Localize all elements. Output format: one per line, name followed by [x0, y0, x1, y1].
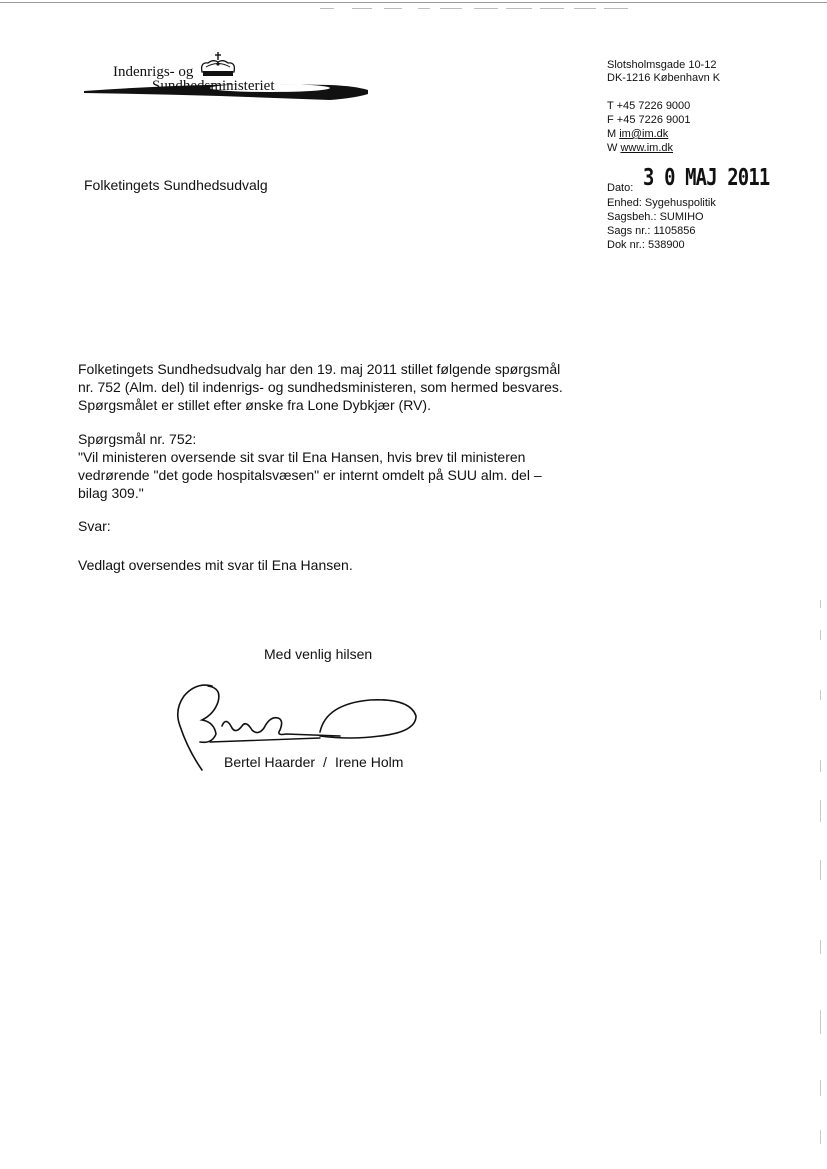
scan-dash	[540, 8, 564, 9]
scan-dash	[320, 8, 334, 9]
address-line1: Slotsholmsgade 10-12	[607, 59, 717, 71]
scan-edge-mark	[820, 630, 821, 640]
crown-icon	[202, 52, 235, 76]
scan-dash	[384, 8, 402, 9]
date-label: Dato:	[607, 182, 634, 194]
unit: Enhed: Sygehuspolitik	[607, 197, 716, 209]
email-link[interactable]: im@im.dk	[619, 128, 669, 140]
signers	[224, 754, 403, 770]
question-line: vedrørende "det gode hospitalsvæsen" er internt omdelt på SUU alm. del –	[78, 467, 542, 483]
scan-dash	[604, 8, 628, 9]
closing-greeting: Med venlig hilsen	[264, 646, 373, 662]
question-heading: Spørgsmål nr. 752:	[78, 431, 197, 447]
intro-paragraph	[78, 360, 578, 414]
email-prefix: M	[607, 128, 617, 140]
scan-dash	[352, 8, 372, 9]
phone-number: T +45 7226 9000	[607, 100, 691, 112]
question-text	[78, 448, 578, 502]
signer-name-2: Irene Holm	[334, 754, 404, 770]
scan-edge-mark	[820, 1010, 821, 1034]
recipient: Folketingets Sundhedsudvalg	[84, 177, 268, 193]
case-handler: Sagsbeh.: SUMIHO	[607, 211, 704, 223]
scan-edge-mark	[820, 1080, 821, 1096]
signer-name-1: Bertel Haarder	[224, 754, 316, 770]
scan-dash	[506, 8, 532, 9]
answer-heading: Svar:	[78, 518, 111, 534]
scan-top-rule	[0, 2, 827, 3]
question-line: bilag 309."	[78, 485, 144, 501]
intro-line: Folketingets Sundhedsudvalg har den 19. maj 2011 stillet følgende spørgsmål	[78, 361, 561, 377]
signer-separator: /	[323, 754, 327, 770]
date-stamp: 3 0 MAJ 2011	[643, 165, 770, 191]
scan-edge-mark	[820, 800, 821, 822]
document-number: Dok nr.: 538900	[607, 239, 685, 251]
case-number: Sags nr.: 1105856	[607, 225, 696, 237]
web-prefix: W	[607, 142, 618, 154]
scan-dash	[474, 8, 498, 9]
question-line: "Vil ministeren oversende sit svar til Ena Hansen, hvis brev til ministeren	[78, 449, 526, 465]
scan-dash	[418, 8, 430, 9]
web-link[interactable]: www.im.dk	[620, 142, 674, 154]
scan-edge-mark	[820, 860, 821, 880]
scan-edge-mark	[820, 940, 821, 954]
scan-edge-mark	[820, 1130, 821, 1144]
web-line	[607, 142, 673, 155]
scan-edge-mark	[820, 690, 821, 700]
scan-edge-mark	[820, 760, 821, 772]
answer-text: Vedlagt oversendes mit svar til Ena Hansen.	[78, 557, 353, 573]
email-line	[607, 128, 668, 141]
intro-line: Spørgsmålet er stillet efter ønske fra Lone Dybkjær (RV).	[78, 397, 431, 413]
scan-dash	[574, 8, 596, 9]
address-line2: DK-1216 København K	[607, 72, 721, 84]
fax-number: F +45 7226 9001	[607, 114, 691, 126]
logo-text-line2: Sundhedsministeriet	[152, 78, 275, 94]
scan-edge-mark	[820, 600, 821, 608]
logo-text-line1: Indenrigs- og	[113, 64, 194, 80]
scan-dash	[440, 8, 462, 9]
intro-line: nr. 752 (Alm. del) til indenrigs- og sundhedsministeren, som hermed besvares.	[78, 379, 563, 395]
